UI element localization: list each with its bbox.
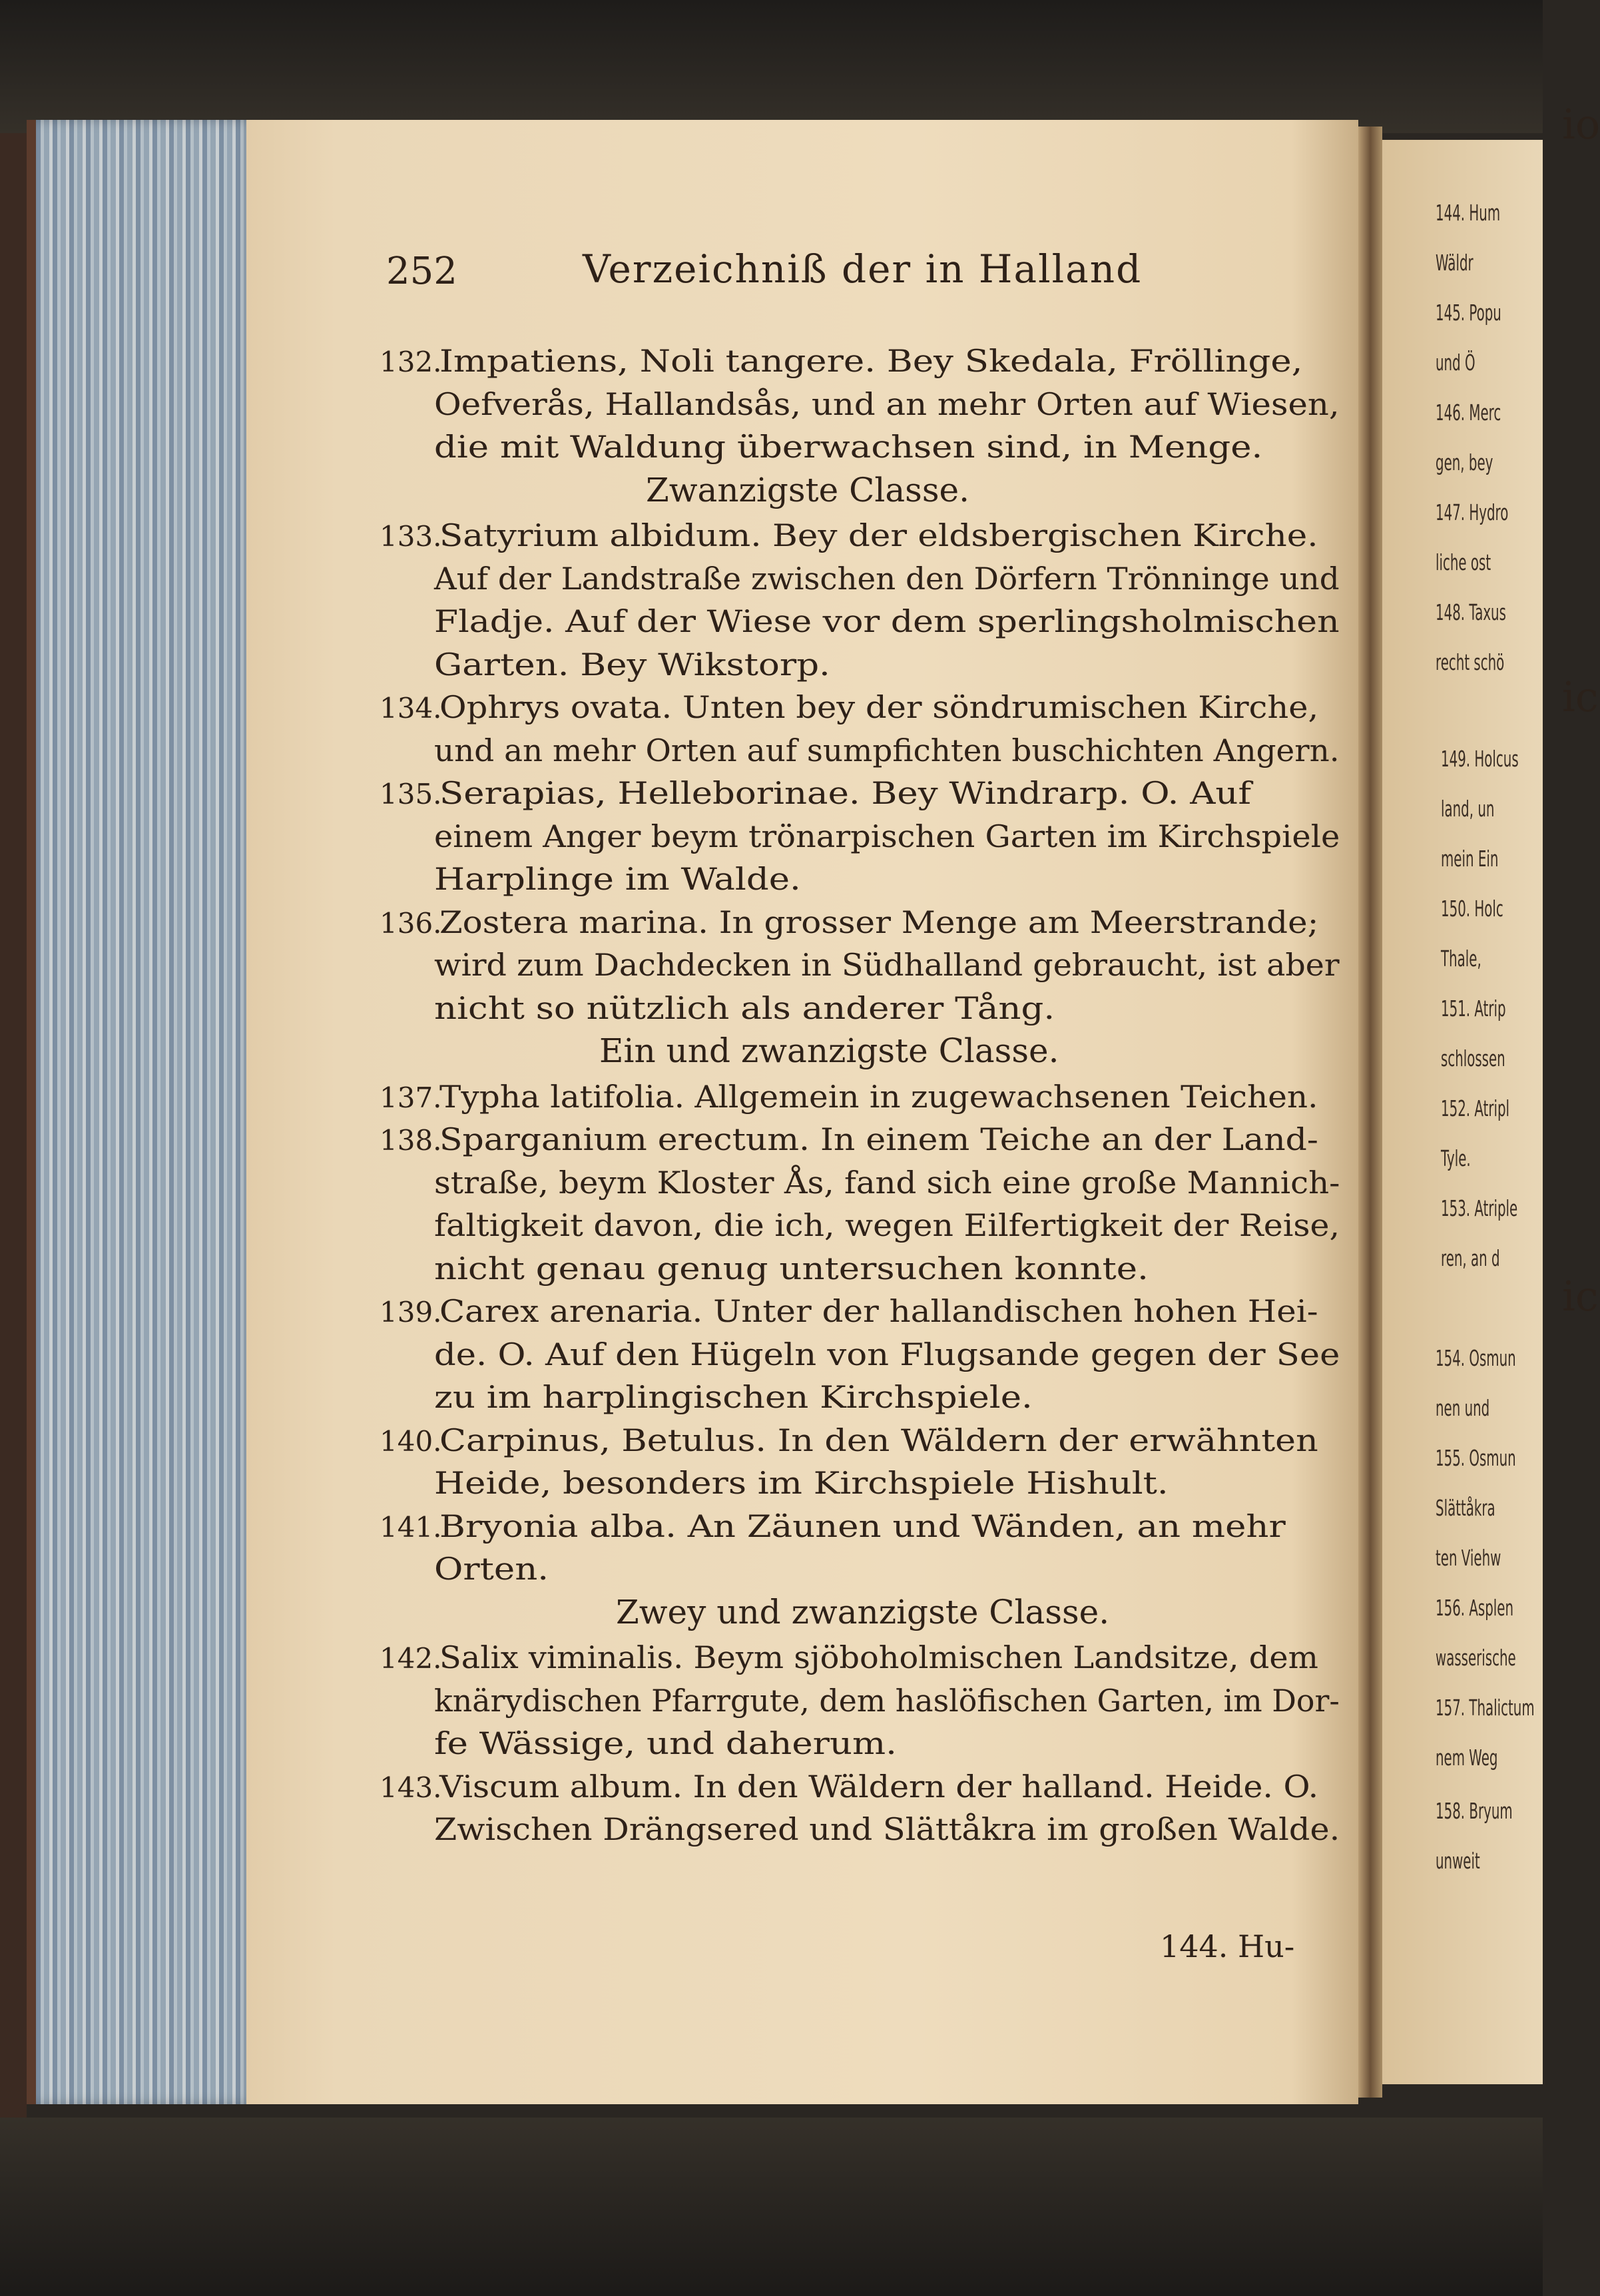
entry-text-line: Salix viminalis. Beym sjöboholmischen Landsitze, dem [439,1639,1318,1675]
facing-page-fragment: 146. Merc [1436,400,1501,426]
facing-page-fragment: 156. Asplen [1436,1595,1514,1621]
page-number: 252 [386,250,457,293]
entry-text-line: Sparganium erectum. In einem Teiche an der Land- [439,1121,1318,1157]
entry-number: 136. [380,906,442,940]
facing-page-heading-fragment: ic [1562,673,1599,721]
facing-page-fragment: Thale, [1441,946,1481,972]
entry-text-line: wird zum Dachdecken in Südhalland gebraucht, ist aber [434,947,1340,983]
entry-text-line: de. O. Auf den Hügeln von Flugsande gegen der See [434,1336,1340,1372]
facing-page-fragment: Wäldr [1436,250,1473,276]
facing-page-heading-fragment: ic [1562,1272,1599,1320]
entry-text-line: Viscum album. In den Wäldern der halland. Heide. O. [439,1768,1319,1805]
entry-text-line: Satyrium albidum. Bey der eldsbergischen Kirche. [439,517,1318,553]
entry-text-line: knärydischen Pfarrgute, dem haslöfischen Garten, im Dor- [434,1682,1340,1719]
entry-text-line: Heide, besonders im Kirchspiele Hishult. [434,1465,1169,1501]
facing-page-fragment: mein Ein [1441,846,1499,872]
facing-page-fragment: 144. Hum [1436,200,1501,226]
facing-page-fragment: und Ö [1436,350,1475,376]
facing-page-fragment: 153. Atriple [1441,1195,1518,1221]
entry-text-line: straße, beym Kloster Ås, fand sich eine große Mannich- [434,1164,1340,1201]
entry-text-line: Ophrys ovata. Unten bey der söndrumischen Kirche, [439,689,1319,725]
left-page [246,120,1358,2104]
entry-text-line: Bryonia alba. An Zäunen und Wänden, an mehr [439,1508,1286,1544]
entry-text-line: Zostera marina. In grosser Menge am Meerstrande; [439,904,1319,940]
entry-number: 139. [380,1296,442,1328]
entry-text-line: nicht so nützlich als anderer Tång. [434,990,1055,1026]
facing-page-fragment: land, un [1441,796,1495,822]
book-page-edges [27,120,256,2104]
entry-number: 134. [380,692,442,724]
facing-page-fragment: liche ost [1436,549,1491,575]
entry-text-line: Typha latifolia. Allgemein in zugewachsenen Teichen. [439,1078,1318,1115]
entry-number: 141. [380,1510,442,1544]
facing-page-fragment: Tyle. [1441,1145,1471,1171]
facing-page-fragment: Slättåkra [1436,1495,1495,1521]
facing-page-fragment: wasserische [1436,1645,1516,1671]
entry-number: 135. [380,778,442,810]
facing-page-fragment: gen, bey [1436,449,1493,475]
facing-page-fragment: 145. Popu [1436,300,1501,326]
catchword: 144. Hu- [1160,1928,1295,1964]
facing-page-fragment: 147. Hydro [1436,499,1509,525]
entry-text-line: Zwischen Drängsered und Slättåkra im großen Walde. [434,1811,1340,1847]
entry-number: 133. [380,520,442,553]
running-head: Verzeichniß der in Halland [583,246,1143,292]
facing-page-fragment: 151. Atrip [1441,996,1506,1021]
entry-text-line: faltigkeit davon, die ich, wegen Eilfertigkeit der Reise, [434,1207,1340,1243]
entry-text-line: Garten. Bey Wikstorp. [434,646,830,683]
facing-page-fragment: nem Weg [1436,1745,1498,1771]
facing-page-fragment: 158. Bryum [1436,1798,1513,1824]
facing-page [1382,100,1600,2084]
entry-number: 140. [380,1424,442,1458]
facing-page-fragment: 152. Atripl [1441,1095,1510,1121]
section-heading: Zwanzigste Classe. [646,470,969,509]
facing-page-fragment: ten Viehw [1436,1545,1501,1571]
entry-text-line: Fladje. Auf der Wiese vor dem sperlingsholmischen [434,603,1340,639]
entry-number: 132. [380,346,442,378]
facing-page-fragment: ren, an d [1441,1245,1500,1271]
entry-text-line: Orten. [434,1551,549,1587]
facing-page-fragment: schlossen [1441,1045,1505,1071]
entry-number: 143. [380,1771,442,1804]
entry-text-line: einem Anger beym trönarpischen Garten im Kirchspiele [434,818,1340,854]
entry-text-line: nicht genau genug untersuchen konnte. [434,1250,1149,1287]
entry-text-line: Auf der Landstraße zwischen den Dörfern Trönninge und [434,560,1340,597]
facing-page-fragment: 150. Holc [1441,896,1503,922]
entry-text-line: und an mehr Orten auf sumpfichten buschichten Angern. [434,732,1340,768]
background-bottom [0,2118,1543,2296]
facing-page-fragment: unweit [1436,1848,1480,1874]
entry-text-line: Serapias, Helleborinae. Bey Windrarp. O. Auf [439,775,1252,811]
entry-text-line: die mit Waldung überwachsen sind, in Menge. [434,429,1263,465]
background-top [0,0,1543,133]
facing-page-fragment: 157. Thalictum [1436,1695,1535,1721]
section-heading: Zwey und zwanzigste Classe. [616,1592,1110,1631]
entry-text-line: Carex arenaria. Unter der hallandischen hohen Hei- [439,1293,1318,1329]
facing-page-fragment: 149. Holcus [1441,746,1519,772]
entry-text-line: Harplinge im Walde. [434,861,801,897]
entry-text-line: Impatiens, Noli tangere. Bey Skedala, Fröllinge, [439,343,1303,379]
facing-page-fragment: 148. Taxus [1436,599,1506,625]
entry-number: 138. [380,1124,442,1157]
entry-text-line: fe Wässige, und daherum. [434,1725,897,1761]
facing-page-fragment: 154. Osmun [1436,1345,1516,1371]
entry-number: 137. [380,1081,442,1114]
facing-page-fragment: recht schö [1436,649,1505,675]
facing-page-fragment: nen und [1436,1395,1490,1421]
entry-number: 142. [380,1642,442,1675]
facing-page-fragment: 155. Osmun [1436,1445,1516,1471]
entry-text-line: Oefverås, Hallandsås, und an mehr Orten auf Wiesen, [434,386,1340,422]
book-cover-edge [0,133,27,2118]
entry-text-line: zu im harplingischen Kirchspiele. [434,1379,1033,1415]
facing-page-heading-fragment: io [1562,100,1600,148]
section-heading: Ein und zwanzigste Classe. [599,1031,1059,1070]
book-gutter [1358,127,1382,2098]
entry-text-line: Carpinus, Betulus. In den Wäldern der erwähnten [439,1422,1318,1458]
